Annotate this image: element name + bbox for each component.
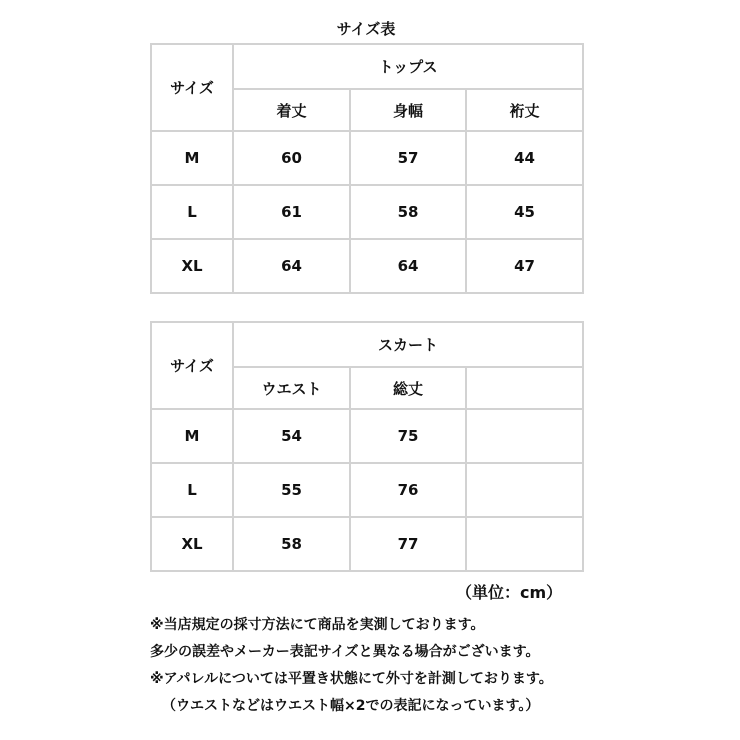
unit-label: （単位：cm） xyxy=(456,583,563,602)
table-row xyxy=(151,185,583,239)
note-item: （ウエストなどはウエスト幅×2での表記になっています。） xyxy=(162,698,540,714)
size-cell: M xyxy=(151,131,233,185)
value-cell: 77 xyxy=(350,517,466,571)
value-cell: 47 xyxy=(466,239,583,293)
value-cell xyxy=(466,409,583,463)
skirt-group-header: スカート xyxy=(233,322,583,367)
skirt-header-row xyxy=(151,322,583,367)
notes-list xyxy=(150,612,553,720)
size-chart-title: サイズ表 xyxy=(336,20,396,38)
column-header-total-length: 総丈 xyxy=(350,367,466,409)
column-header-empty xyxy=(466,367,583,409)
value-cell xyxy=(466,517,583,571)
value-cell: 45 xyxy=(466,185,583,239)
table-row xyxy=(151,463,583,517)
value-cell: 76 xyxy=(350,463,466,517)
size-cell: XL xyxy=(151,517,233,571)
value-cell: 61 xyxy=(233,185,350,239)
size-cell: L xyxy=(151,463,233,517)
column-header-sleeve: 裄丈 xyxy=(466,89,583,131)
tops-size-header: サイズ xyxy=(151,44,233,131)
value-cell: 64 xyxy=(350,239,466,293)
value-cell: 54 xyxy=(233,409,350,463)
value-cell: 64 xyxy=(233,239,350,293)
value-cell: 55 xyxy=(233,463,350,517)
note-item: ※当店規定の採寸方法にて商品を実測しております。 xyxy=(150,617,485,633)
value-cell: 44 xyxy=(466,131,583,185)
value-cell: 58 xyxy=(350,185,466,239)
table-row xyxy=(151,131,583,185)
table-row xyxy=(151,409,583,463)
value-cell: 58 xyxy=(233,517,350,571)
size-cell: L xyxy=(151,185,233,239)
column-header-waist: ウエスト xyxy=(233,367,350,409)
value-cell: 57 xyxy=(350,131,466,185)
table-row xyxy=(151,239,583,293)
note-item: ※アパレルについては平置き状態にて外寸を計測しております。 xyxy=(150,671,553,687)
tops-header-row xyxy=(151,44,583,89)
tops-group-header: トップス xyxy=(233,44,583,89)
column-header-length: 着丈 xyxy=(233,89,350,131)
skirt-size-table xyxy=(150,321,584,572)
value-cell xyxy=(466,463,583,517)
tops-size-table xyxy=(150,43,584,294)
value-cell: 60 xyxy=(233,131,350,185)
size-cell: XL xyxy=(151,239,233,293)
value-cell: 75 xyxy=(350,409,466,463)
skirt-size-header: サイズ xyxy=(151,322,233,409)
note-item: 多少の誤差やメーカー表記サイズと異なる場合がございます。 xyxy=(150,644,540,660)
size-cell: M xyxy=(151,409,233,463)
table-row xyxy=(151,517,583,571)
column-header-width: 身幅 xyxy=(350,89,466,131)
